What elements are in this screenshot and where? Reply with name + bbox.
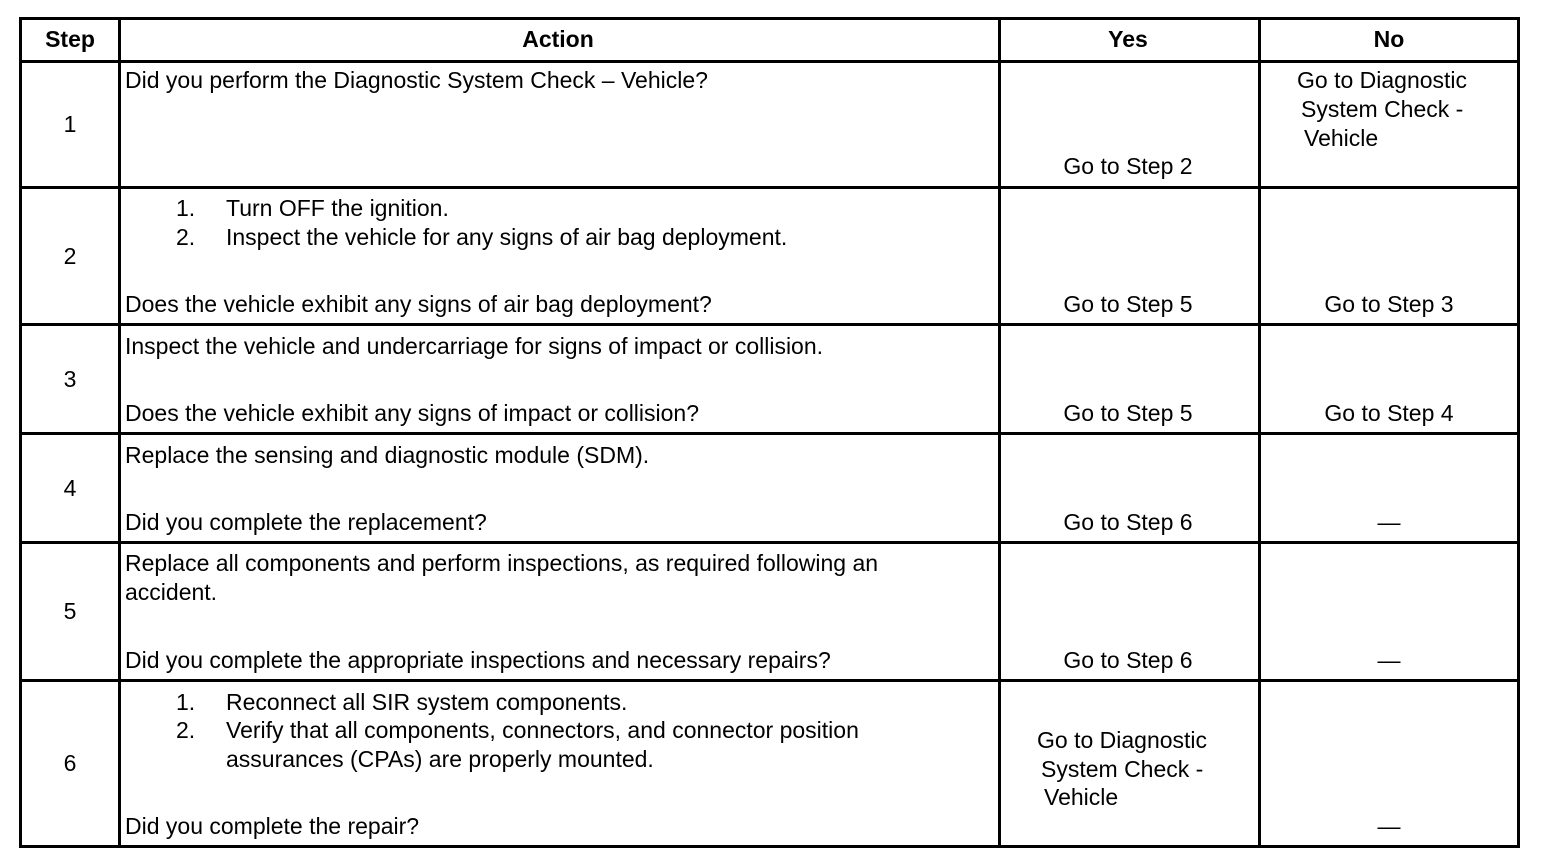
action-text: Replace all components and perform inspections, as required following an — [125, 550, 879, 576]
action-text: Inspect the vehicle and undercarriage for signs of impact or collision. — [125, 333, 824, 359]
no-result: System Check - — [1301, 96, 1464, 122]
yes-result: Go to Step 6 — [1063, 647, 1193, 673]
yes-result: Go to Step 2 — [1063, 153, 1193, 179]
row-divider — [22, 679, 1517, 682]
action-text: Replace the sensing and diagnostic module (SDM). — [125, 442, 650, 468]
row-divider — [22, 186, 1517, 189]
action-text: accident. — [125, 579, 218, 605]
row-divider — [22, 323, 1517, 326]
no-result: Go to Step 3 — [1324, 291, 1454, 317]
row-divider — [22, 60, 1517, 63]
step-number: 6 — [63, 750, 77, 776]
step-number: 4 — [63, 475, 77, 501]
no-result: Go to Step 4 — [1324, 400, 1454, 426]
question-text: Does the vehicle exhibit any signs of air bag deployment? — [125, 291, 712, 317]
header-no: No — [1373, 26, 1405, 52]
header-yes: Yes — [1108, 26, 1148, 52]
step-number: 5 — [63, 598, 77, 624]
no-result: — — [1377, 647, 1401, 673]
step-number: 2 — [63, 243, 77, 269]
list-item-text: Verify that all components, connectors, and connector position — [226, 717, 859, 743]
step-number: 3 — [63, 366, 77, 392]
yes-result: Go to Diagnostic — [1037, 727, 1208, 753]
header-action: Action — [522, 26, 594, 52]
question-text: Does the vehicle exhibit any signs of impact or collision? — [125, 400, 700, 426]
yes-result: Vehicle — [1044, 784, 1119, 810]
no-result: Go to Diagnostic — [1297, 67, 1468, 93]
no-result: — — [1377, 509, 1401, 535]
list-number: 2. — [176, 717, 196, 743]
list-item-text: Reconnect all SIR system components. — [226, 689, 628, 715]
action-text: Did you perform the Diagnostic System Check – Vehicle? — [125, 67, 708, 93]
row-divider — [22, 541, 1517, 544]
yes-result: Go to Step 5 — [1063, 400, 1193, 426]
question-text: Did you complete the appropriate inspections and necessary repairs? — [125, 647, 831, 673]
row-divider — [22, 432, 1517, 435]
yes-result: System Check - — [1041, 756, 1204, 782]
yes-result: Go to Step 6 — [1063, 509, 1193, 535]
header-step: Step — [45, 26, 95, 52]
question-text: Did you complete the replacement? — [125, 509, 487, 535]
list-item-text: Inspect the vehicle for any signs of air bag deployment. — [226, 224, 788, 250]
list-item-text: Turn OFF the ignition. — [226, 195, 449, 221]
question-text: Did you complete the repair? — [125, 813, 420, 839]
list-number: 2. — [176, 224, 196, 250]
list-item-text: assurances (CPAs) are properly mounted. — [226, 746, 654, 772]
yes-result: Go to Step 5 — [1063, 291, 1193, 317]
list-number: 1. — [176, 195, 196, 221]
no-result: Vehicle — [1304, 125, 1379, 151]
no-result: — — [1377, 813, 1401, 839]
list-number: 1. — [176, 689, 196, 715]
step-number: 1 — [63, 111, 77, 137]
